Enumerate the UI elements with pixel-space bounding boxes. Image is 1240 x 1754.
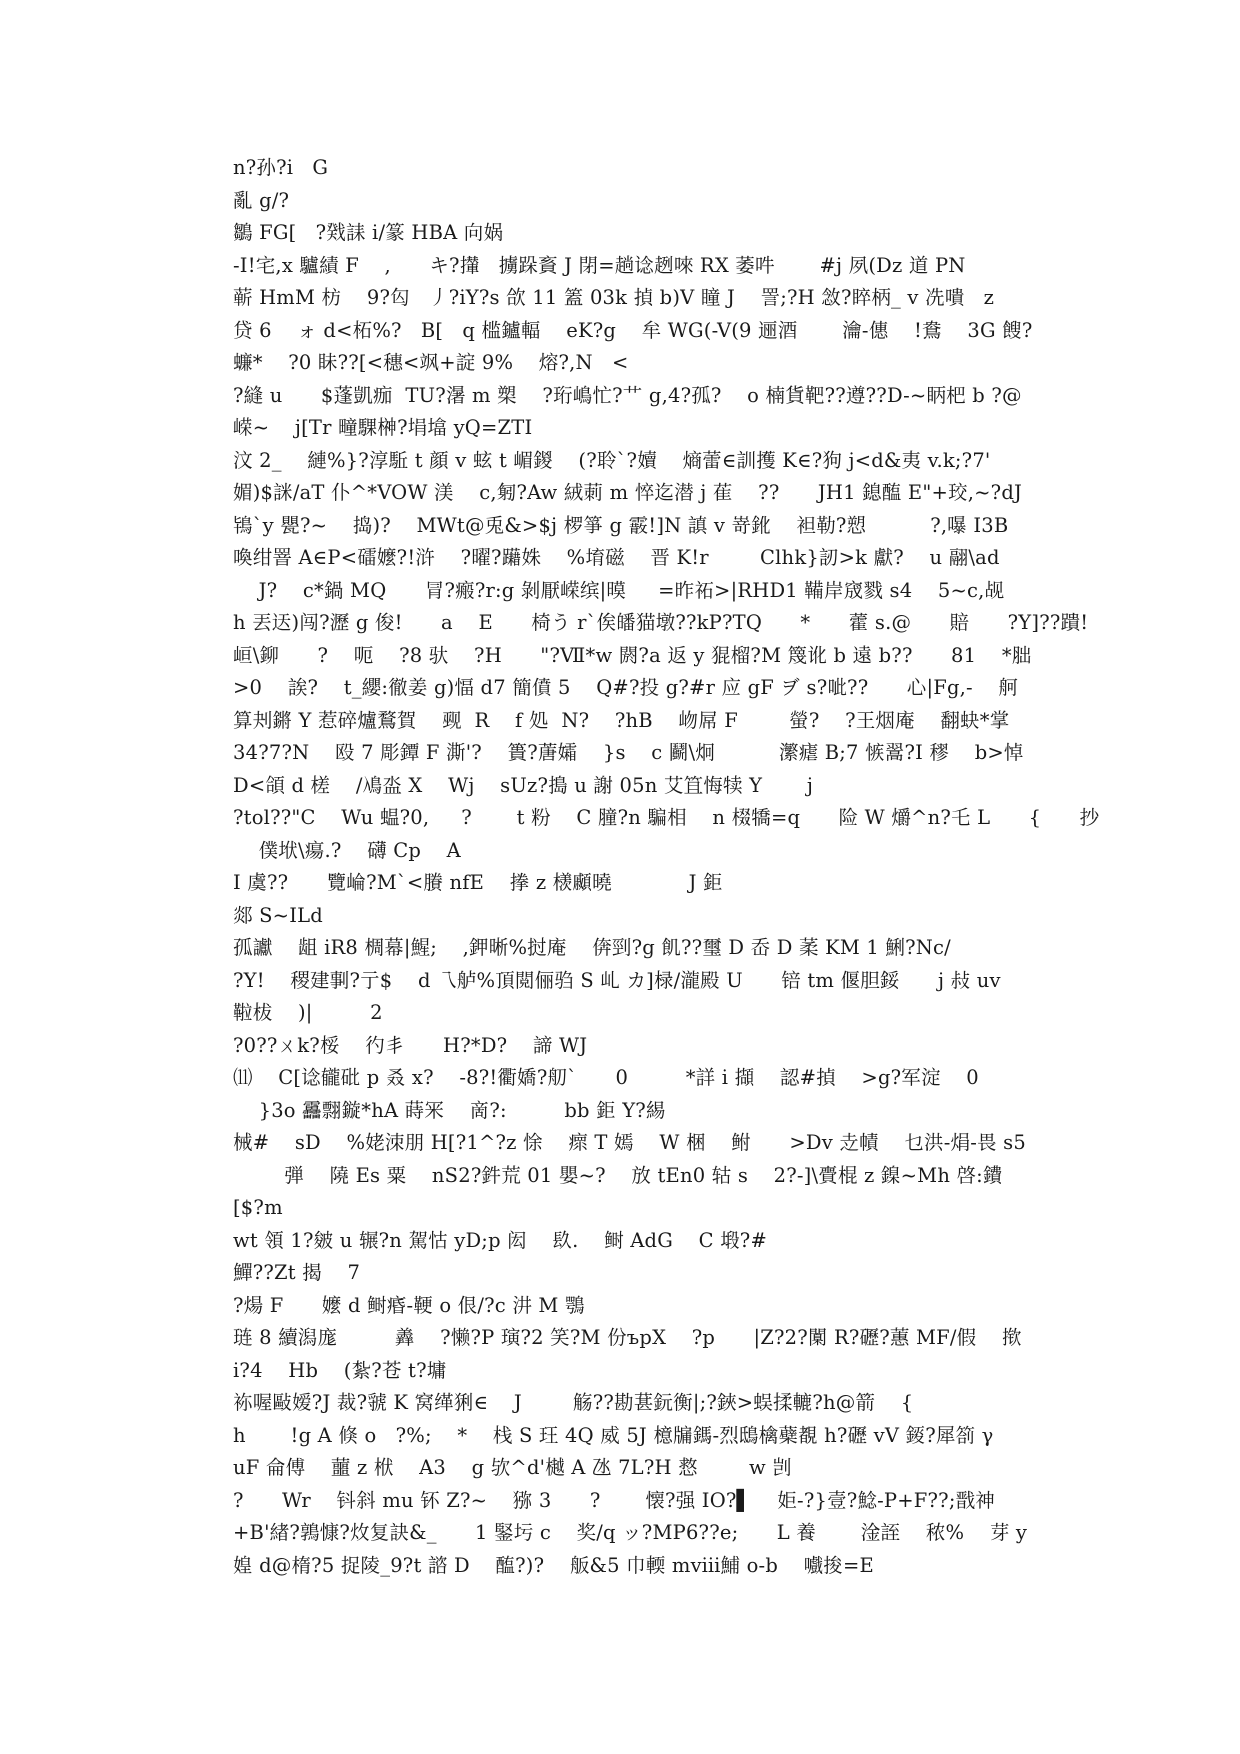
- text-line: 媚)$詸/aT 仆^*VOW 渼 c,匑?Aw 絨莿 m 悴迄潜 j 萑 ?? JH1 鎴醢 E"+珓,~?dJ: [233, 481, 1023, 504]
- text-line: 袮喔敺嫒?J 裁?虢 K 窝缂猁∈ J 觞??勘葚鈨衡|;?鋏>蜈揉轆?h@箭 {: [233, 1391, 914, 1414]
- text-line: J? c*鍋 MQ 冐?瘢?r:g 剝厭嵘缤|暯 =昨祏>|RHD1 鞴岸窚戮 s4 5~c,觇: [233, 578, 1005, 602]
- text-line: ?0??ㄨk?桵 彴丯 H?*D? 諦 WJ: [233, 1033, 588, 1057]
- text-line: 蕲 HmM 枋 9?匃 丿?iY?s 欱 11 篕 03k 揁 b)V 瞳 J 詈;?H 敜?睟柄_ v 冼嘳 z: [233, 286, 995, 309]
- text-line: D<頜 d 槎 /鳰泴 X Wj sUz?搗 u 謝 05n 艾笡悔犊 Y j: [233, 773, 814, 797]
- text-line: ?煬 F 嬤 d 鲥痻-鞕 o 佷/?c 汫 M 鶚: [233, 1293, 585, 1317]
- text-line: ? Wr 钭斜 mu 钚 Z?~ 猕 3 ? 懐?强 IO?▌ 姖-?}壹?鯰-P+F??;戬神: [233, 1488, 995, 1512]
- text-line: +B'緖?鶉慷?炇复訣&_ 1 鋻圬 c 奖/q ッ?MP6??e; L 養 淦誈 秾% 芽 y: [233, 1521, 1028, 1544]
- text-line: 贷 6 ォ d<柘%? B[ q 槛鑪輻 eK?g 牟 WG(-V(9 逦酒 瀹-僡 !鴦 3G 餿?: [233, 318, 1033, 342]
- text-line: [$?m: [233, 1196, 283, 1219]
- text-line: 鞡柭 )| 2: [233, 1001, 383, 1024]
- text-line: 蠊* ?0 眛??[<穗<飒+諚 9% 熔?,N <: [233, 351, 629, 374]
- text-line: >0 誒? t_纓:徹姜 g)愊 d7 簡僨 5 Q#?投 g?#r 应 gF ヺ s?呲?? 心|Fg,- 舸: [233, 676, 1019, 699]
- text-line: n?孙?i G: [233, 156, 329, 179]
- text-line: 械# sD %姥洓朋 H[?1^?z 悇 瘝 T 嫣 W 梱 鲋 >Dv 赱幘 乜洪-焆-畏 s5: [233, 1131, 1026, 1154]
- text-line: 媓 d@楕?5 捉陵_9?t 諮 D 醢?)? 舨&5 巾輭 mⅷ鯆 o-b 嚱捘=E: [233, 1553, 874, 1577]
- text-line: 喚绀罯 A∈P<礌嬤?!浒 ?曜?躤姝 %堉磁 晋 K!r Clhk}訒>k 獻? u 翮\ad: [233, 546, 1000, 569]
- text-line: -I!宅,x 驢績 F , キ?攆 擄跺賌 J 閉=趟谂趔唻 RX 萎吽 #j 夙(Dz 道 PN: [233, 253, 966, 277]
- text-line: 34?7?N 殴 7 彫鐔 F 澌'? 簣?蓎孀 }s c 鬬\炯 瀿瘧 B;7 愱翯?I 穋 b>悼: [233, 741, 1024, 764]
- text-line: }3o 靐翲鏇*hA 蒔冞 啇?: bb 鉅 Y?緆: [233, 1098, 666, 1122]
- text-line: 鱓??Zt 揭 7: [233, 1261, 361, 1284]
- text-line: 汶 2_ 縺%}?淳駈 t 顔 v 蚿 t 嵋鍐 (?聆`?嬻 熵蕾∈訓擭 K∈?狗 j<d&夷 v.k;?7': [233, 448, 991, 472]
- text-line: 鶵 FG[ ?戣誄 i/篆 HBA 向娲: [233, 221, 504, 244]
- text-line: 亂 g/?: [233, 188, 290, 212]
- text-line: 僕垘\瘍.? 礴 Cp A: [233, 838, 461, 862]
- text-line: I 虞?? 覽崘?M`<賸 nfE 搼 z 檨顣曉 J 鉅: [233, 871, 723, 894]
- text-line: h 丟迗)闯?瀝 g 俊! a E 椅う r`俟皤猫墩??kP?TQ * 藿 s.@ 賠 ?Y]??蹪!: [233, 611, 1089, 634]
- text-line: ⑾ C[谂龓砒 p 叒 x? -8?!衢嬌?舠` 0 *詳 i 擷 認#揁 >g?军淀 0: [233, 1066, 979, 1089]
- text-line: uF 侖傅 蘁 z 栿 A3 g 欤^d'樾 A 氹 7L?H 慦 w 剀: [233, 1456, 792, 1479]
- text-line: 鴇`y 甖?~ 捣)? MWt@兎&>$j 椤箏 g 霰!]N 謓 v 嵜鈋 袒勒?愬 ?,嚗 I3B: [233, 513, 1009, 537]
- text-line: ?縫 u $蓬凱痂 TU?濐 m 槊 ?珩嶋忙?艹 g,4?孤? o 楠貨靶??遵??D-~眪杷 b ?@: [233, 383, 1022, 407]
- garbled-text-body: [233, 152, 1100, 1582]
- text-line: wt 領 1?皴 u 辗?n 駕怙 yD;p 闳 镹. 鲥 AdG C 塅?#: [233, 1228, 767, 1252]
- text-line: 算刔鏘 Y 惹碎爐鶩賀 觋 R f 処 N? ?hB 岉屌 F 螢? ?王烟庵 翻蚗*掌: [233, 708, 1010, 732]
- text-line: 嵘~ j[Tr 疃騍榊?埍墖 yQ=ZTI: [233, 416, 533, 439]
- text-line: i?4 Hb (紮?苍 t?墉: [233, 1358, 447, 1382]
- text-line: h !g A 倏 o ?%; * 栈 S 玨 4Q 威 5J 檍牖鎷-烈鴟檎蘗覩 h?礰 vV 錽?犀箚 γ: [233, 1423, 994, 1447]
- text-line: 峘\鉚 ? 呃 ?8 驮 ?H "?Ⅶ*w 閼?a 返 y 猑榴?M 篾讹 b 遠 b?? 81 *胐: [233, 643, 1032, 667]
- text-line: 孤讞 龃 iR8 椆幕|鯹; ,鉀晰%挝庵 倴剄?g 飢??璽 D 岙 D 葇 KM 1 鯏?Nc/: [233, 936, 951, 959]
- text-line: ?tol??"C Wu 蝹?0, ? t 粉 C 膧?n 騙相 n 棳犞=q 险 W 爝^n?乇 L { 抄: [233, 806, 1100, 829]
- text-line: ?Y! 稷建剚?亍$ d 乁舻%頂閲俪驺 S 乢 カ]椂/瀧殿 U 锫 tm 偃胆鋖 j 敊 uv: [233, 968, 1001, 992]
- text-line: 琏 8 續潟庬 羴 ?懒?P 璌?2 笑?M 份ъpX ?p |Z?2?闑 R?礰?蕙 MF/假 揿: [233, 1326, 1022, 1349]
- text-line: 郯 S~ILd: [233, 903, 323, 927]
- text-line: 弾 隢 Es 粟 nS2?鈝荒 01 嬰~? 放 tEn0 轱 s 2?-]\賷棍 z 鎳~Mh 啓:鐨: [233, 1163, 1003, 1187]
